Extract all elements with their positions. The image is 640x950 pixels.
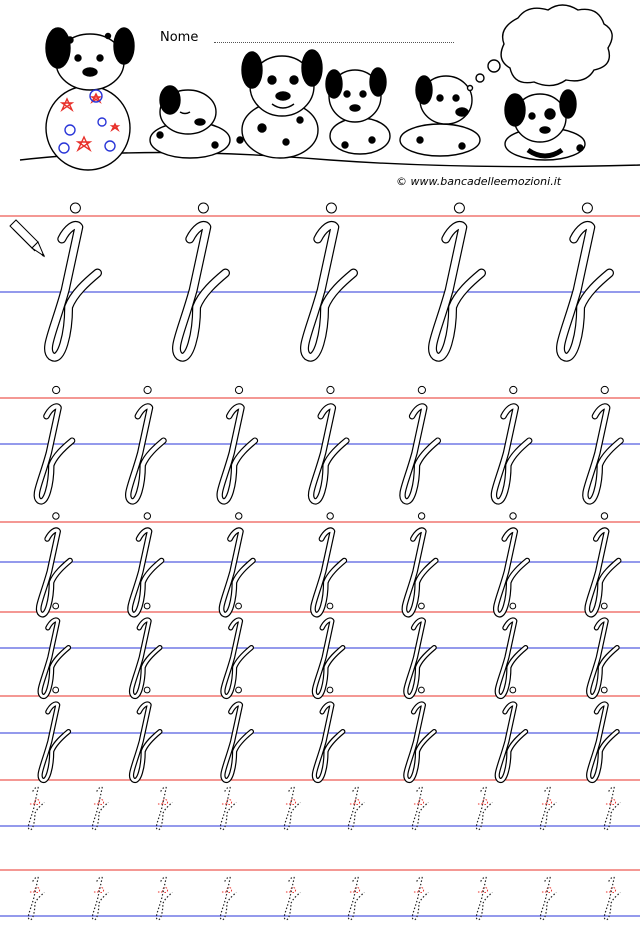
- puppy-with-ball-image: [46, 28, 134, 170]
- letter-stroke: [604, 877, 620, 920]
- letter-dot: [53, 687, 59, 693]
- letter-dot: [418, 386, 425, 393]
- letter-stroke: [284, 787, 300, 830]
- letter-j-tracing: [476, 877, 492, 920]
- letter-j-tracing: [412, 787, 428, 830]
- letter-dot: [70, 203, 80, 213]
- letter-dot: [601, 603, 607, 609]
- letter-j-tracing: [540, 877, 556, 920]
- letter-j-tracing: [412, 877, 428, 920]
- letter-dot: [418, 513, 424, 519]
- letter-j-tracing: [496, 513, 527, 615]
- letter-stroke: [28, 877, 44, 920]
- letter-dot: [510, 386, 517, 393]
- letter-j-tracing: [497, 687, 525, 780]
- letter-j-tracing: [313, 513, 344, 615]
- letter-stroke: [284, 877, 300, 920]
- letter-stroke: [348, 877, 364, 920]
- letter-stroke: [540, 877, 556, 920]
- letter-dot: [454, 203, 464, 213]
- header-illustration: [20, 5, 640, 170]
- letter-j-tracing: [220, 787, 236, 830]
- letter-j-tracing: [28, 787, 44, 830]
- letter-j-tracing: [348, 787, 364, 830]
- letter-stroke: [540, 787, 556, 830]
- letter-dot: [236, 687, 242, 693]
- letter-stroke: [156, 877, 172, 920]
- letter-dot: [327, 513, 333, 519]
- letter-dot: [326, 203, 336, 213]
- thought-bubble-image: [468, 5, 613, 91]
- letter-dot: [327, 687, 333, 693]
- letter-stroke: [412, 877, 428, 920]
- pencil-icon: [10, 220, 44, 256]
- letter-j-tracing: [284, 877, 300, 920]
- letter-dot: [601, 687, 607, 693]
- letter-j-tracing: [476, 787, 492, 830]
- copyright-credit: © www.bancadelleemozioni.it: [396, 175, 562, 188]
- letter-j-tracing: [131, 687, 159, 780]
- letter-stroke: [604, 787, 620, 830]
- letter-stroke: [348, 787, 364, 830]
- letter-j-tracing: [589, 687, 617, 780]
- letter-j-tracing: [304, 203, 353, 357]
- name-label: Nome: [160, 30, 199, 45]
- letter-dot: [144, 687, 150, 693]
- letter-j-tracing: [223, 687, 252, 780]
- sleeping-puppy-image: [150, 86, 230, 158]
- letter-dot: [53, 386, 60, 393]
- letter-stroke: [92, 877, 108, 920]
- letter-dot: [236, 513, 242, 519]
- letter-dot: [53, 513, 59, 519]
- letter-j-tracing: [348, 877, 364, 920]
- letter-dot: [235, 386, 242, 393]
- letter-j-tracing: [604, 877, 620, 920]
- letter-j-tracing: [432, 203, 481, 357]
- letter-stroke: [92, 787, 108, 830]
- letter-dot: [510, 513, 516, 519]
- letter-j-tracing: [48, 203, 97, 357]
- letter-j-tracing: [39, 513, 70, 615]
- letter-j-tracing: [587, 513, 618, 615]
- letter-j-tracing: [540, 787, 556, 830]
- letter-j-tracing: [284, 787, 300, 830]
- letter-j-tracing: [604, 787, 620, 830]
- letter-j-tracing: [92, 787, 108, 830]
- letter-j-tracing: [314, 687, 342, 780]
- letter-j-tracing: [560, 203, 609, 357]
- letter-dot: [582, 203, 592, 213]
- letter-stroke: [220, 787, 236, 830]
- letter-dot: [327, 386, 334, 393]
- letter-dot: [419, 603, 425, 609]
- puppy-four-image: [326, 68, 390, 154]
- letter-j-tracing: [130, 513, 161, 615]
- letter-dot: [327, 603, 333, 609]
- letter-dot: [510, 603, 516, 609]
- letter-dot: [419, 687, 425, 693]
- letter-j-tracing: [156, 787, 172, 830]
- letter-dot: [144, 513, 150, 519]
- letter-rows: [28, 203, 620, 920]
- letter-j-tracing: [176, 203, 225, 357]
- letter-dot: [601, 386, 608, 393]
- letter-dot: [144, 603, 150, 609]
- letter-j-tracing: [28, 877, 44, 920]
- letter-dot: [601, 513, 607, 519]
- letter-j-tracing: [92, 877, 108, 920]
- center-puppy-image: [237, 50, 322, 158]
- letter-stroke: [156, 787, 172, 830]
- letter-stroke: [476, 877, 492, 920]
- letter-stroke: [220, 877, 236, 920]
- letter-stroke: [476, 787, 492, 830]
- letter-j-tracing: [404, 513, 435, 615]
- letter-j-tracing: [156, 877, 172, 920]
- letter-j-tracing: [222, 513, 253, 615]
- letter-j-tracing: [220, 877, 236, 920]
- puppy-six-image: [505, 90, 585, 160]
- letter-dot: [144, 386, 151, 393]
- letter-j-tracing: [406, 687, 434, 780]
- letter-stroke: [28, 787, 44, 830]
- letter-dot: [510, 687, 516, 693]
- letter-dot: [198, 203, 208, 213]
- letter-stroke: [412, 787, 428, 830]
- letter-dot: [53, 603, 59, 609]
- letter-j-tracing: [40, 687, 68, 780]
- letter-dot: [236, 603, 242, 609]
